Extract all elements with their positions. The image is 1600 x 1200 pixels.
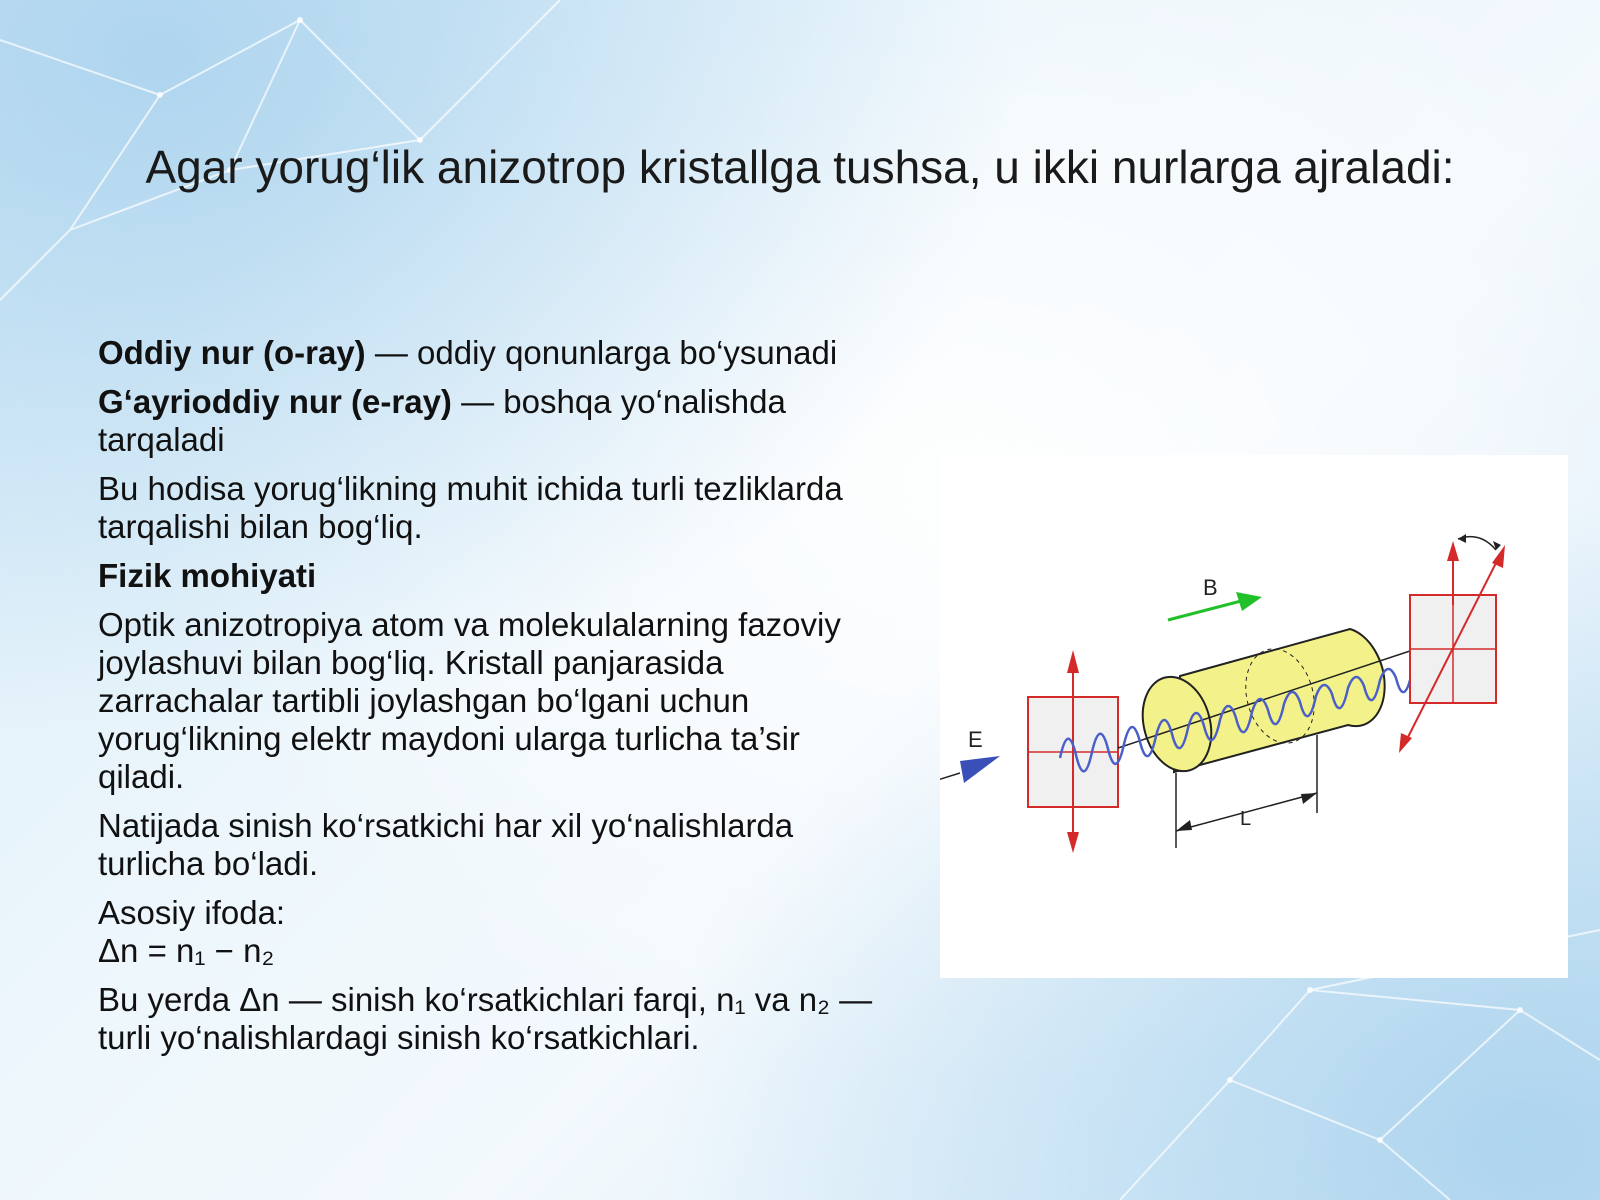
o-ray-term: Oddiy nur (o-ray): [98, 334, 366, 371]
birefringence-diagram: [940, 455, 1568, 978]
incoming-beam: [940, 773, 960, 783]
essence-heading: [98, 557, 888, 595]
essence-text: Optik anizotropiya atom va molekulalarning fazoviy joylashuvi bilan bog‘liq. Kristall panjarasida zarrachalar tartibli joylashgan bo‘lgani uchun yorug‘likning elektr maydoni ularga turlicha ta’sir qiladi.: [98, 606, 841, 795]
e-ray-term: G‘ayrioddiy nur (e-ray): [98, 383, 452, 420]
b-field-arrow: [1168, 600, 1245, 620]
phenomenon-text: Bu hodisa yorug‘likning muhit ichida turli tezliklarda tarqalishi bilan bog‘liq.: [98, 470, 843, 545]
e-ray-description: — boshqa yo‘nalishda tarqaladi: [98, 383, 786, 458]
light-source-cone: [960, 756, 1000, 783]
formula-block: [98, 894, 888, 970]
essence-heading-label: Fizik mohiyati: [98, 557, 317, 594]
content-column: [98, 334, 888, 1068]
o-ray-paragraph: [98, 334, 888, 372]
label-b: B: [1203, 575, 1218, 600]
slide-title: Agar yorug‘lik anizotrop kristallga tushsa, u ikki nurlarga ajraladi:: [145, 141, 1455, 193]
formula: Δn = n₁ − n₂: [98, 932, 275, 969]
formula-label: Asosiy ifoda:: [98, 894, 286, 931]
label-e: E: [968, 727, 983, 752]
label-l: L: [1240, 808, 1252, 830]
o-ray-description: — oddiy qonunlarga bo‘ysunadi: [365, 334, 838, 371]
e-ray-paragraph: [98, 383, 888, 459]
formula-explanation: Bu yerda Δn — sinish ko‘rsatkichlari farqi, n₁ va n₂ — turli yo‘nalishlardagi sinish ko‘rsatkichlari.: [98, 981, 873, 1056]
diagram-svg: [940, 455, 1568, 978]
result-text: Natijada sinish ko‘rsatkichi har xil yo‘nalishlarda turlicha bo‘ladi.: [98, 807, 794, 882]
